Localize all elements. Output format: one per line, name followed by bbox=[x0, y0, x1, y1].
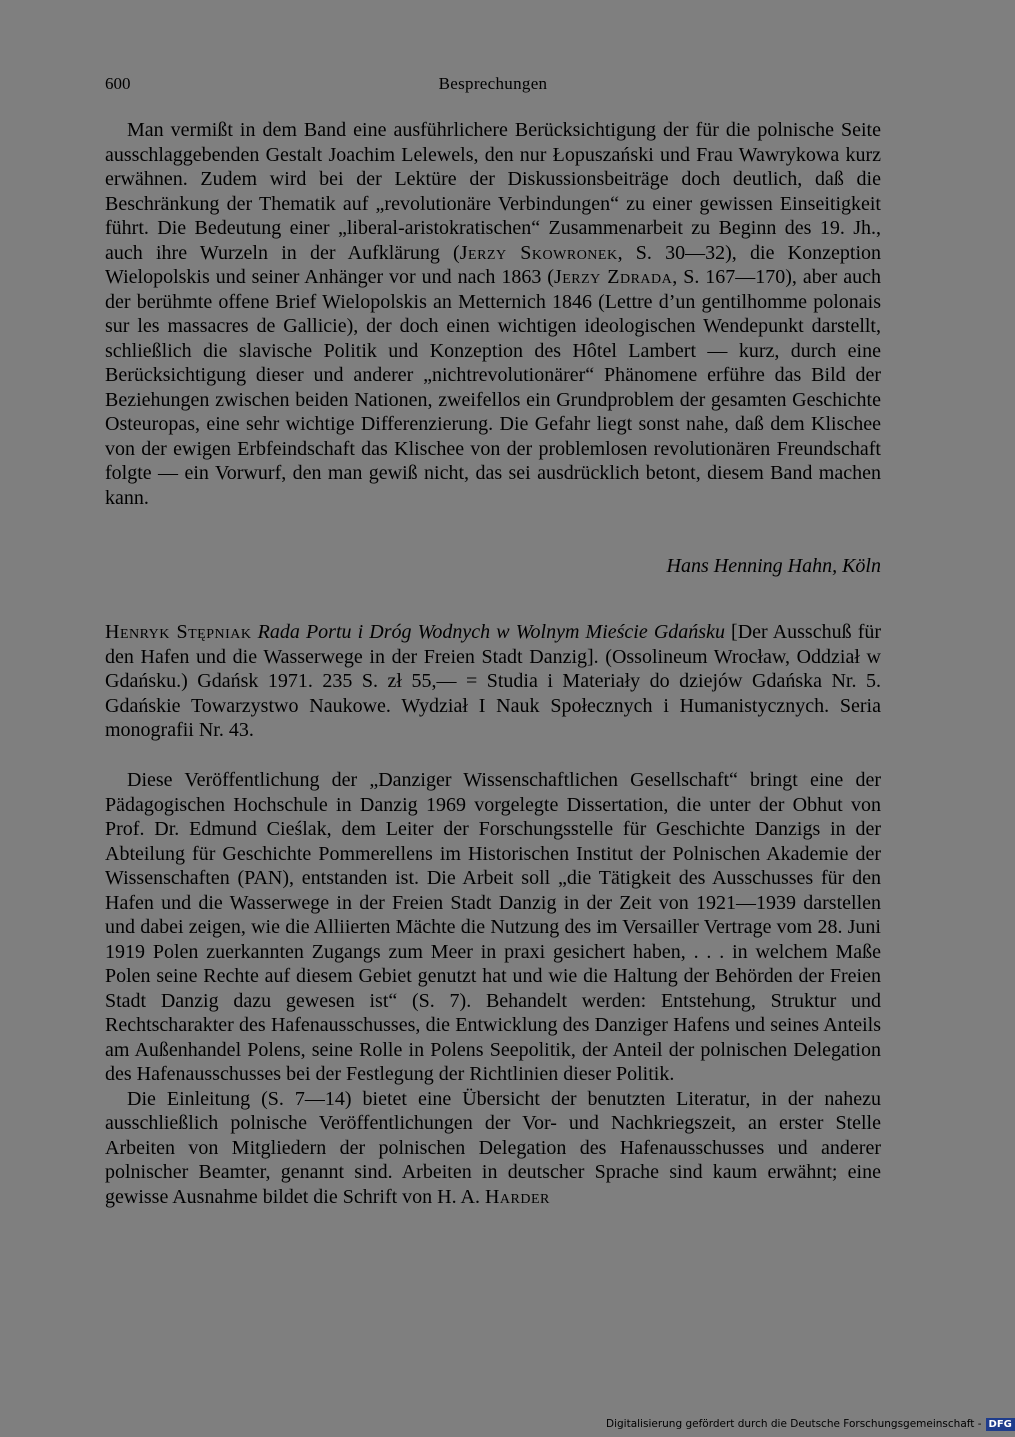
book-title: Rada Portu i Dróg Wodnych w Wolnym Mieście Gdańsku bbox=[257, 621, 725, 643]
author-name: Harder bbox=[484, 1185, 550, 1208]
footer-text: Digitalisierung gefördert durch die Deutsche Forschungsgemeinschaft - bbox=[606, 1418, 982, 1430]
author-name: Jerzy Skowronek bbox=[459, 241, 618, 264]
reviewer-signature: Hans Henning Hahn, Köln bbox=[666, 555, 881, 577]
review-2-body bbox=[105, 768, 881, 1209]
book-details: [Der Ausschuß für den Hafen und die Wasserwege in der Freien Stadt Danzig]. (Ossolineum Wrocław, Oddział w Gdańsku.) Gdańsk 1971. 235 S. zł 55,— = Studia i Materiały do dziejów Gdańska Nr. 5. Gdańskie Towarzystwo Naukowe. Wydział I Nauk Społecznych i Humanistycznych. Seria monografii Nr. 43. bbox=[105, 621, 882, 741]
review-1-paragraph: Man vermißt in dem Band eine ausführlichere Berücksichtigung der für die polnische Seite ausschlaggebenden Gestalt Joachim Lelewels, den nur Łopuszański und Frau Wawrykowa kurz erwähnen. Zudem wird bei der Lektüre der Diskussionsbeiträge doch deutlich, daß die Beschränkung der Thematik auf „revolutionäre Verbindungen“ zu einer gewissen Einseitigkeit führt. Die Bedeutung einer „liberal-aristokratischen“ Zusammenarbeit zu Beginn des 19. Jh., auch ihre Wurzeln in der Aufklärung (Jerzy Skowronek, S. 30—32), die Konzeption Wielopolskis und seiner Anhänger vor und nach 1863 (Jerzy Zdrada, S. 167—170), aber auch der berühmte offene Brief Wielopolskis an Metternich 1846 (Lettre d’un gentilhomme polonais sur les massacres de Gallicie), der doch einen wichtigen ideologischen Wendepunkt darstellt, schließlich die slavische Politik und Konzeption des Hôtel Lambert — kurz, durch eine Berücksichtigung dieser und anderer „nichtrevolutionärer“ Phänomene erführe das Bild der Beziehungen zwischen beiden Nationen, zweifellos ein Grundproblem der gesamten Geschichte Osteuropas, eine sehr wichtige Differenzierung. Die Gefahr liegt sonst nahe, daß dem Klischee von der ewigen Erbfeindschaft das Klischee von der problemlosen revolutionären Freundschaft folgte — ein Vorwurf, den man gewiß nicht, das sei ausdrücklich betont, diesem Band machen kann. bbox=[105, 119, 882, 509]
bibliographic-entry bbox=[105, 620, 881, 743]
review-1-body bbox=[105, 118, 881, 510]
page-header bbox=[105, 74, 881, 100]
dfg-logo: DFG bbox=[986, 1418, 1015, 1431]
review-2-paragraph-1: Diese Veröffentlichung der „Danziger Wissenschaftlichen Gesellschaft“ bringt eine der Pädagogischen Hochschule in Danzig 1969 vorgelegte Dissertation, die unter der Obhut von Prof. Dr. Edmund Cieślak, dem Leiter der Forschungsstelle für Geschichte Danzigs in der Abteilung für Geschichte Pommerellens im Historischen Institut der Polnischen Akademie der Wissenschaften (PAN), entstanden ist. Die Arbeit soll „die Tätigkeit des Ausschusses für den Hafen und die Wasserwege in der Freien Stadt Danzig in der Zeit von 1921—1939 darstellen und dabei zeigen, wie die Alliierten Mächte die Nutzung des im Versailler Vertrage vom 28. Juni 1919 Polen zuerkannten Zugangs zum Meer in praxi gesichert haben, . . . in welchem Maße Polen seine Rechte auf diesem Gebiet genutzt hat und wie die Haltung der Behörden der Freien Stadt Danzig dazu gewesen ist“ (S. 7). Behandelt werden: Entstehung, Struktur und Rechtscharakter des Hafenausschusses, die Entwicklung des Danziger Hafens und seines Anteils am Außenhandel Polens, seine Rolle in Polens Seepolitik, der Anteil der polnischen Delegation des Hafenausschusses bei der Festlegung der Richtlinien dieser Politik. bbox=[105, 769, 881, 1085]
review-2-paragraph-2: Die Einleitung (S. 7—14) bietet eine Übersicht der benutzten Literatur, in der nahezu ausschließlich polnische Veröffentlichungen der Vor- und Nachkriegszeit, an erster Stelle Arbeiten von Mitgliedern der polnischen Delegation des Hafenausschusses und anderer polnischer Beamter, genannt sind. Arbeiten in deutscher Sprache sind kaum erwähnt; eine gewisse Ausnahme bildet die Schrift von H. A. Harder bbox=[105, 1087, 881, 1208]
book-author: Henryk Stępniak bbox=[105, 621, 252, 643]
page-number: 600 bbox=[105, 74, 131, 93]
digitization-footer bbox=[606, 1416, 1015, 1432]
author-name: Jerzy Zdrada bbox=[553, 266, 673, 288]
running-title: Besprechungen bbox=[438, 74, 548, 93]
